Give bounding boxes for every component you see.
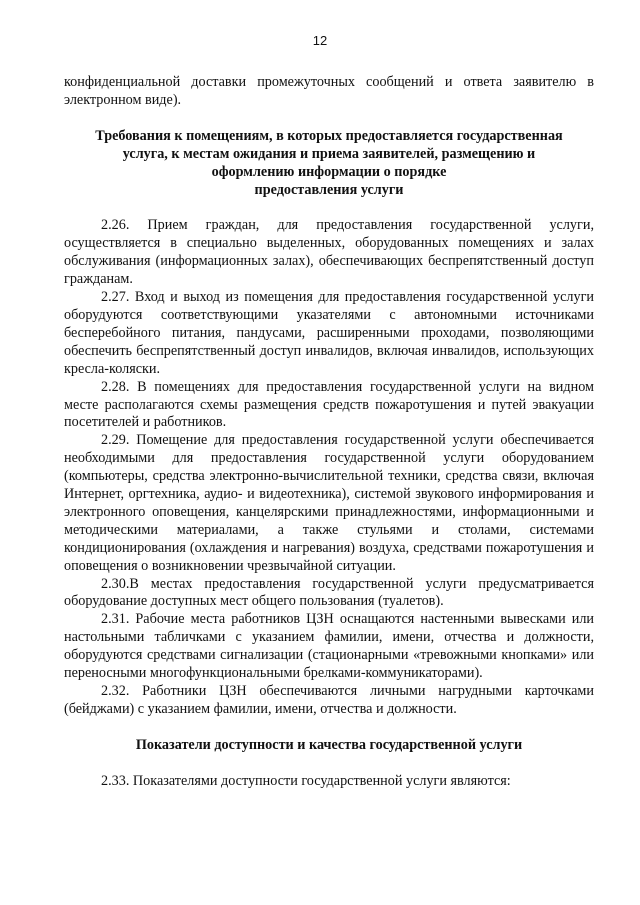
paragraph-2-33: 2.33. Показателями доступности государственной услуги являются: xyxy=(101,772,511,789)
paragraph-2-32: 2.32. Работники ЦЗН обеспечиваются личными нагрудными карточками (бейджами) с указанием фамилии, имени, отчества и должности. xyxy=(64,683,594,717)
paragraph-2-29: 2.29. Помещение для предоставления государственной услуги обеспечивается необходимыми для предоставления государственной услуги оборудованием (компьютеры, средства электронно-вычислительной техники, средства связи, включая Интернет, оргтехника, аудио- и видеотехника), системой звукового информирования и электронного оповещения, канцелярскими принадлежностями, информационными и методическими материалами, а также стульями и столами, системами кондиционирования (охлаждения и нагревания) воздуха, средствами пожаротушения и оповещения о возникновении чрезвычайной ситуации. xyxy=(64,432,594,574)
section-heading-premises xyxy=(80,128,578,200)
section-heading-indicators: Показатели доступности и качества государственной услуги xyxy=(135,736,523,753)
section-heading-premises-line2: предоставления услуги xyxy=(254,181,404,198)
intro-continuation: конфиденциальной доставки промежуточных сообщений и ответа заявителю в электронном виде). xyxy=(64,74,594,108)
page-number: 12 xyxy=(312,33,328,48)
section-heading-premises-line1: Требования к помещениям, в которых предоставляется государственная услуга, к местам ожидания и приема заявителей, размещению и оформлению информации о порядке xyxy=(95,127,563,180)
paragraph-2-26: 2.26. Прием граждан, для предоставления государственной услуги, осуществляется в специально выделенных, оборудованных помещениях и залах обслуживания (информационных залах), обеспечивающих беспрепятственный доступ гражданам. xyxy=(64,217,594,288)
paragraph-2-27: 2.27. Вход и выход из помещения для предоставления государственной услуги оборудуются соответствующими указателями с автономными источниками бесперебойного питания, пандусами, расширенными проходами, позволяющими обеспечить беспрепятственный доступ инвалидов, включая инвалидов, использующих кресла-коляски. xyxy=(64,289,594,377)
spacer xyxy=(64,755,594,773)
paragraph-2-31: 2.31. Рабочие места работников ЦЗН оснащаются настенными вывесками или настольными табличками с указанием фамилии, имени, отчества и должности, оборудуются средствами сигнализации (стационарными «тревожными кнопками» или переносными многофункциональными брелками-коммуникаторами). xyxy=(64,611,594,682)
spacer xyxy=(64,719,594,737)
document-body xyxy=(64,74,594,791)
paragraph-2-28: 2.28. В помещениях для предоставления государственной услуги на видном месте располагаются схемы размещения средств пожаротушения и путей эвакуации посетителей и работников. xyxy=(64,378,594,431)
paragraph-2-30: 2.30.В местах предоставления государственной услуги предусматривается оборудование доступных мест общего пользования (туалетов). xyxy=(64,575,594,610)
spacer xyxy=(64,199,594,217)
spacer xyxy=(64,110,594,128)
